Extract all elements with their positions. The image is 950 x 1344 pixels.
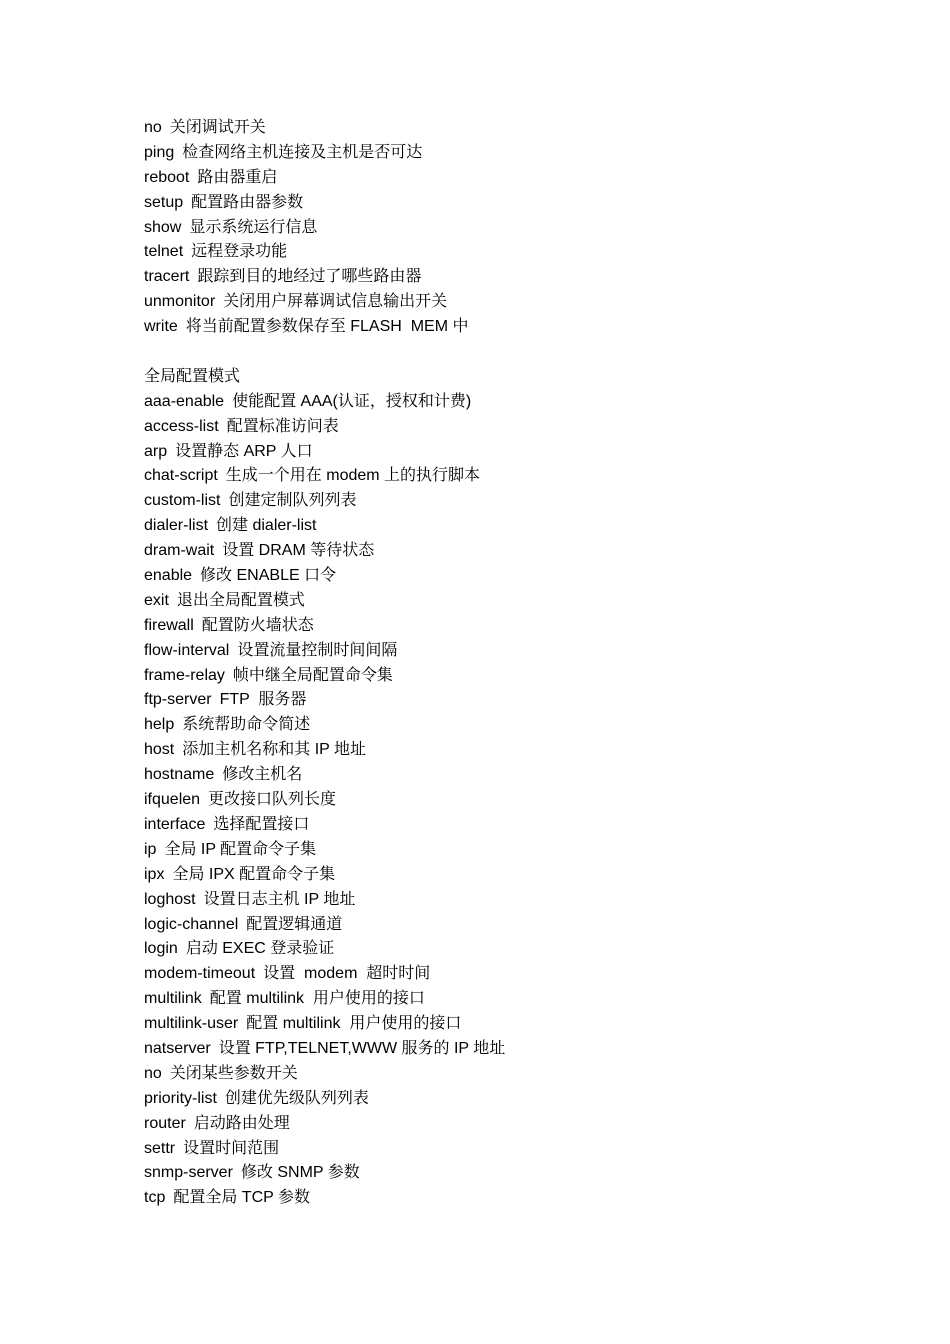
command-line [144, 738, 904, 763]
command-name: dram-wait [144, 542, 215, 560]
command-line [144, 489, 904, 514]
command-line [144, 440, 904, 465]
command-description: 设置 modem 超时时间 [263, 965, 431, 983]
command-name: login [144, 940, 178, 958]
command-description: 关闭调试开关 [169, 119, 266, 136]
command-name: no [144, 1064, 162, 1082]
command-name: modem-timeout [144, 965, 256, 983]
command-description: 配置 multilink 用户使用的接口 [246, 1015, 462, 1033]
command-name: host [144, 741, 175, 759]
command-description: 使能配置 AAA(认证，授权和计费) [232, 392, 472, 410]
command-line [144, 1137, 904, 1162]
command-description: 跟踪到目的地经过了哪些路由器 [197, 268, 422, 286]
command-name: help [144, 716, 175, 734]
command-name: arp [144, 442, 168, 460]
command-name: multilink-user [144, 1015, 239, 1033]
command-description: 关闭用户屏幕调试信息输出开关 [223, 293, 448, 311]
command-line [144, 589, 904, 614]
command-description: 添加主机名称和其 IP 地址 [182, 741, 366, 759]
command-description: 创建 dialer-list [216, 517, 317, 535]
command-description: 配置标准访问表 [226, 417, 339, 435]
command-line [144, 1161, 904, 1186]
command-name: router [144, 1114, 186, 1132]
command-line [144, 539, 904, 564]
command-line [144, 415, 904, 440]
command-name: ftp-server [144, 691, 212, 709]
command-description: 设置静态 ARP 人口 [175, 442, 313, 460]
command-line [144, 813, 904, 838]
command-description: 配置全局 TCP 参数 [173, 1189, 310, 1207]
global-config-command-list [144, 390, 904, 1211]
command-name: custom-list [144, 492, 221, 510]
command-description: 退出全局配置模式 [176, 591, 305, 609]
command-description: 启动路由处理 [193, 1114, 290, 1132]
command-line [144, 1112, 904, 1137]
command-line [144, 315, 904, 340]
command-line [144, 1087, 904, 1112]
command-description: 设置 DRAM 等待状态 [222, 542, 375, 560]
command-line [144, 937, 904, 962]
command-name: access-list [144, 417, 219, 435]
command-name: ping [144, 143, 175, 161]
command-name: snmp-server [144, 1164, 233, 1182]
command-line [144, 1062, 904, 1087]
command-description: 创建定制队列列表 [228, 492, 357, 510]
command-description: 系统帮助命令简述 [182, 716, 311, 734]
command-line [144, 141, 904, 166]
command-line [144, 116, 904, 141]
command-name: write [144, 318, 178, 336]
command-line [144, 1037, 904, 1062]
command-name: settr [144, 1139, 176, 1157]
command-line [144, 1186, 904, 1211]
command-description: 启动 EXEC 登录验证 [185, 940, 335, 958]
command-name: show [144, 218, 182, 236]
command-name: chat-script [144, 467, 218, 485]
command-description: 修改主机名 [222, 766, 303, 784]
command-description: 选择配置接口 [213, 815, 310, 833]
command-name: tcp [144, 1189, 166, 1207]
command-line [144, 987, 904, 1012]
command-description: 帧中继全局配置命令集 [232, 666, 393, 684]
document-body [144, 116, 904, 1211]
command-name: tracert [144, 268, 190, 286]
command-description: 路由器重启 [197, 168, 278, 186]
command-line [144, 216, 904, 241]
command-description: 将当前配置参数保存至 FLASH MEM 中 [185, 318, 469, 336]
command-name: loghost [144, 890, 196, 908]
command-line [144, 688, 904, 713]
command-line [144, 564, 904, 589]
command-line [144, 838, 904, 863]
command-description: 全局 IPX 配置命令子集 [172, 865, 336, 883]
command-line [144, 191, 904, 216]
command-name: flow-interval [144, 641, 230, 659]
command-description: 修改 SNMP 参数 [240, 1164, 360, 1182]
command-line [144, 639, 904, 664]
command-name: telnet [144, 243, 184, 261]
command-name: exit [144, 591, 169, 609]
command-description: 设置时间范围 [183, 1139, 280, 1157]
command-line [144, 390, 904, 415]
command-line [144, 713, 904, 738]
command-line [144, 664, 904, 689]
command-description: 配置防火墙状态 [201, 616, 314, 634]
command-line [144, 265, 904, 290]
command-description: 修改 ENABLE 口令 [200, 567, 337, 585]
command-name: firewall [144, 616, 194, 634]
command-description: 全局 IP 配置命令子集 [164, 840, 317, 858]
command-line [144, 514, 904, 539]
command-name: reboot [144, 168, 190, 186]
command-line [144, 240, 904, 265]
command-description: 设置流量控制时间间隔 [237, 641, 398, 659]
command-line [144, 464, 904, 489]
section-heading: 全局配置模式 [144, 367, 241, 385]
command-description: 检查网络主机连接及主机是否可达 [182, 143, 423, 161]
command-line [144, 863, 904, 888]
command-name: enable [144, 567, 193, 585]
command-line [144, 763, 904, 788]
command-description: 生成一个用在 modem 上的执行脚本 [225, 467, 481, 485]
command-description: 远程登录功能 [191, 243, 288, 261]
command-name: natserver [144, 1039, 211, 1057]
command-line [144, 888, 904, 913]
command-name: unmonitor [144, 293, 216, 311]
command-name: dialer-list [144, 517, 209, 535]
command-name: priority-list [144, 1089, 217, 1107]
command-description: 关闭某些参数开关 [169, 1064, 298, 1082]
command-name: frame-relay [144, 666, 225, 684]
command-line [144, 614, 904, 639]
command-name: logic-channel [144, 915, 239, 933]
command-description: 设置日志主机 IP 地址 [203, 890, 356, 908]
command-description: 显示系统运行信息 [189, 218, 318, 236]
command-description: 配置路由器参数 [191, 193, 304, 211]
command-name: ip [144, 840, 157, 858]
exec-command-list [144, 116, 904, 340]
command-line [144, 290, 904, 315]
command-description: 配置逻辑通道 [246, 915, 343, 933]
command-name: aaa-enable [144, 392, 225, 410]
command-description: 配置 multilink 用户使用的接口 [209, 990, 425, 1008]
command-name: ipx [144, 865, 165, 883]
command-description: 更改接口队列长度 [208, 791, 337, 809]
command-name: ifquelen [144, 791, 201, 809]
command-line [144, 788, 904, 813]
command-line [144, 166, 904, 191]
command-name: interface [144, 815, 206, 833]
command-name: no [144, 119, 162, 136]
command-name: multilink [144, 990, 202, 1008]
command-name: hostname [144, 766, 215, 784]
command-description: FTP 服务器 [219, 691, 307, 709]
command-description: 设置 FTP,TELNET,WWW 服务的 IP 地址 [218, 1039, 506, 1057]
command-line [144, 962, 904, 987]
command-line [144, 913, 904, 938]
command-description: 创建优先级队列列表 [224, 1089, 369, 1107]
command-line [144, 1012, 904, 1037]
command-name: setup [144, 193, 184, 211]
section-gap [144, 340, 904, 365]
